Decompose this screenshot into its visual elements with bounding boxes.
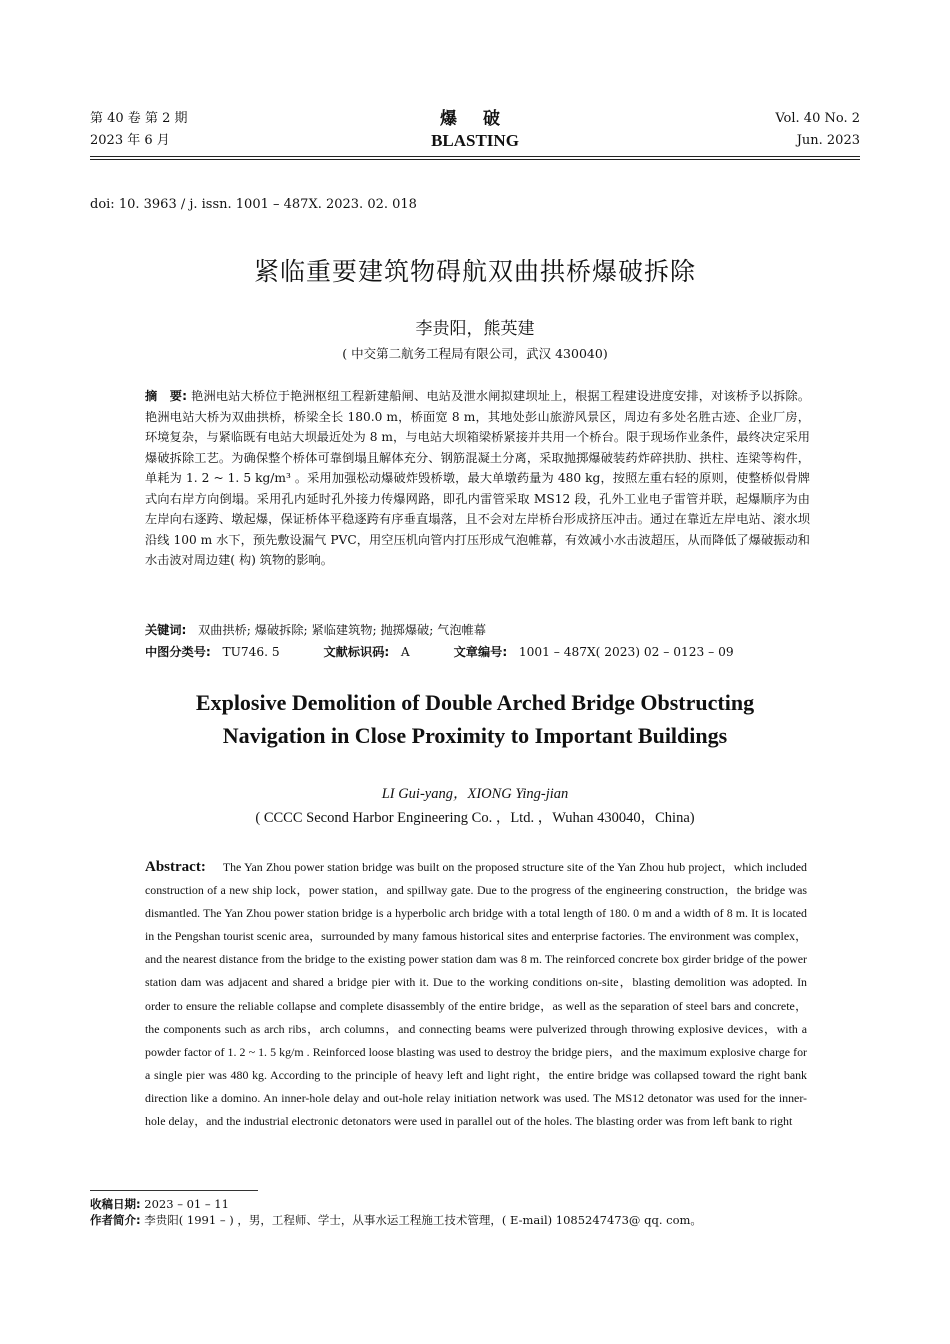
clc-value: TU746. 5	[222, 645, 280, 659]
doc-code-value: A	[400, 645, 410, 659]
title-cn: 紧临重要建筑物碍航双曲拱桥爆破拆除	[253, 257, 696, 286]
header-rule-bottom	[90, 159, 860, 160]
authors-cn: 李贵阳，熊英建	[415, 319, 535, 339]
authors-en: LI Gui-yang，XIONG Ying-jian	[381, 786, 569, 802]
doc-code-label: 文献标识码:	[323, 645, 390, 659]
abstract-cn-label: 摘 要:	[145, 389, 188, 403]
classification-line	[145, 642, 810, 663]
article-number-label: 文章编号:	[453, 645, 508, 659]
abstract-cn	[145, 386, 810, 571]
author-bio	[90, 1212, 702, 1228]
received-value: 2023 – 01 – 11	[144, 1197, 229, 1211]
journal-name-en: BLASTING	[431, 131, 519, 150]
affiliation-en: ( CCCC Second Harbor Engineering Co. ，Ltd. ，Wuhan 430040，China)	[255, 810, 695, 826]
keywords-cn	[145, 620, 810, 641]
keywords-cn-label: 关键词:	[145, 623, 187, 637]
author-bio-label: 作者简介:	[90, 1213, 141, 1227]
abstract-en-text: The Yan Zhou power station bridge was built on the proposed structure site of the Yan Zhou hub project，which included construction of a new ship lock，power station，and spillway gate. Due to the progress of the engineering construction，the bridge was dismantled. The Yan Zhou power station bridge is a hyperbolic arch bridge with a total length of 180. 0 m and a width of 8 m. It is located in the Pengshan tourist scenic area，surrounded by many famous historical sites and enterprise factories. The environment was complex，and the nearest distance from the bridge to the existing power station dam was 8 m. The reinforced concrete box girder bridge of the power station dam was adjacent and shared a bridge pier with it. Due to the working conditions on-site，blasting demolition was adopted. In order to ensure the reliable collapse and complete disassembly of the entire bridge，as well as the separation of steel bars and concrete，the components such as arch ribs，arch columns，and connecting beams were pulverized through throwing explosive devices，with a powder factor of 1. 2 ~ 1. 5 kg/m . Reinforced loose blasting was used to destroy the bridge piers，and the maximum explosive charge for a single pier was 480 kg. According to the principle of heavy left and light right，the entire bridge was collapsed toward the right bank direction like a domino. An inner-hole delay and out-hole relay initiation network was used. The MS12 detonator was used for the inner-hole delay，and the industrial electronic detonators were used in parallel out of the holes. The blasting order was from left bank to right	[145, 860, 807, 1129]
abstract-en-label: Abstract:	[145, 859, 206, 875]
journal-name-cn: 爆 破	[440, 109, 510, 129]
received-label: 收稿日期:	[90, 1197, 141, 1211]
title-en-text: Explosive Demolition of Double Arched Bridge Obstructing Navigation in Close Proximity to Important Buildings	[195, 690, 755, 748]
doi: doi: 10. 3963 / j. issn. 1001 – 487X. 2023. 02. 018	[90, 197, 417, 212]
keywords-cn-text: 双曲拱桥; 爆破拆除; 紧临建筑物; 抛掷爆破; 气泡帷幕	[198, 623, 486, 637]
issue-date-cn: 2023 年 6 月	[90, 133, 170, 148]
title-en	[0, 686, 950, 752]
issue-date-en: Jun. 2023	[796, 133, 860, 148]
header-rule-top	[90, 156, 860, 157]
volume-issue: 第 40 卷 第 2 期	[90, 111, 188, 126]
article-number-value: 1001 – 487X( 2023) 02 – 0123 – 09	[518, 645, 734, 659]
abstract-cn-text: 艳洲电站大桥位于艳洲枢纽工程新建船闸、电站及泄水闸拟建坝址上，根据工程建设进度安排，对该桥予以拆除。艳洲电站大桥为双曲拱桥，桥梁全长 180.0 m，桥面宽 8 m，其地处彭山旅游风景区，周边有多处名胜古迹、企业厂房，环境复杂，与紧临既有电站大坝最近处为 8 m，与电站大坝箱梁桥紧接并共用一个桥台。限于现场作业条件，最终决定采用爆破拆除工艺。为确保整个桥体可靠倒塌且解体充分、钢筋混凝土分离，采取抛掷爆破装药炸碎拱肋、拱柱、连梁等构件，单耗为 1. 2 ~ 1. 5 kg/m³ 。采用加强松动爆破炸毁桥墩，最大单墩药量为 480 kg，按照左重右轻的原则，使整桥似骨牌式向右岸方向倒塌。采用孔内延时孔外接力传爆网路，即孔内雷管采取 MS12 段，孔外工业电子雷管并联，起爆顺序为由左岸向右逐跨、墩起爆，保证桥体平稳逐跨有序垂直塌落，且不会对左岸桥台形成挤压冲击。通过在靠近左岸电站、滚水坝沿线 100 m 水下，预先敷设漏气 PVC，用空压机向管内打压形成气泡帷幕，有效减小水击波超压，从而降低了爆破振动和水击波对周边建( 构) 筑物的影响。	[145, 389, 811, 567]
received-date	[90, 1196, 229, 1212]
journal-volume-info-en	[775, 108, 860, 152]
author-bio-value: 李贵阳( 1991 – ) ，男，工程师、学士，从事水运工程施工技术管理，( E-mail) 1085247473@ qq. com。	[144, 1213, 702, 1227]
footnote-rule	[90, 1190, 258, 1191]
volume-issue-en: Vol. 40 No. 2	[775, 111, 860, 126]
clc-label: 中图分类号:	[145, 645, 211, 659]
affiliation-cn: ( 中交第二航务工程局有限公司，武汉 430040)	[342, 346, 608, 361]
abstract-en	[145, 856, 807, 1133]
